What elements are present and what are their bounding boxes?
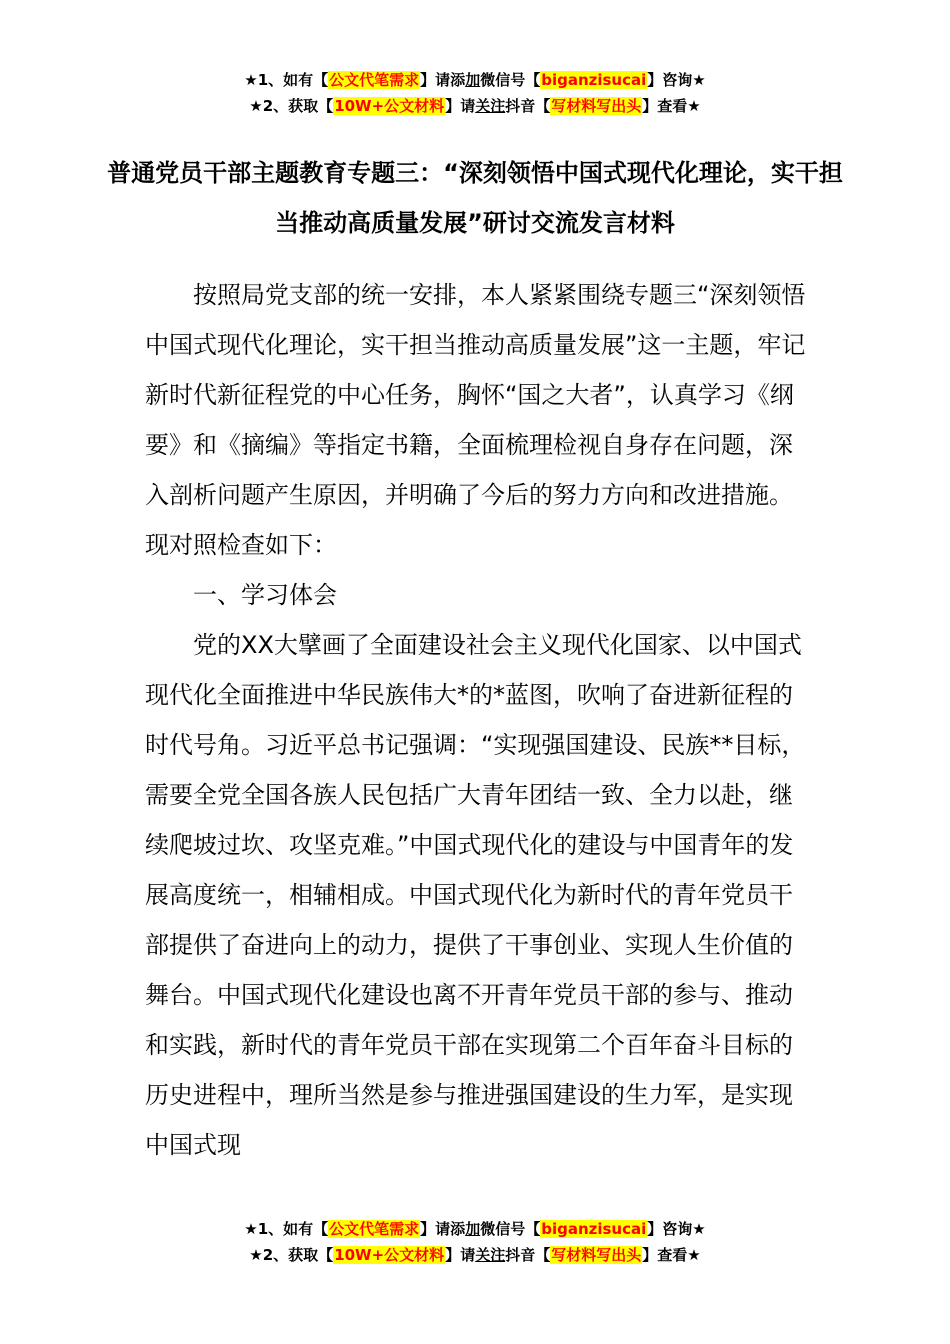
highlight-wechat-id: biganzisucai	[541, 71, 647, 89]
banner-text: 】请添	[420, 71, 466, 89]
header-banner	[0, 67, 950, 119]
banner-text: 】查看★	[642, 1246, 701, 1264]
highlight-douyin-account: 写材料写出头	[551, 1246, 642, 1264]
highlight-service: 公文代笔需求	[329, 1220, 420, 1238]
banner-text: 微信号【	[480, 1220, 541, 1238]
highlight-materials: 10W+公文材料	[334, 97, 445, 115]
footer-banner	[0, 1216, 950, 1268]
intro-paragraph: 按照局党支部的统一安排，本人紧紧围绕专题三“深刻领悟中国式现代化理论，实干担当推动高质量发展”这一主题，牢记新时代新征程党的中心任务，胸怀“国之大者”，认真学习《纲要》和《摘编》等指定书籍，全面梳理检视自身存在问题，深入剖析问题产生原因，并明确了今后的努力方向和改进措施。现对照检查如下：	[145, 281, 806, 559]
banner-text: ★1、如有【	[244, 71, 329, 89]
banner-text: 】请添	[420, 1220, 466, 1238]
banner-text: 】咨询★	[647, 71, 706, 89]
header-banner-line-1	[0, 67, 950, 93]
document-body	[145, 270, 810, 1170]
banner-text: 】请	[445, 1246, 476, 1264]
highlight-wechat-id: biganzisucai	[541, 1220, 647, 1238]
banner-text: 抖音【	[505, 97, 551, 115]
footer-banner-line-1	[0, 1216, 950, 1242]
header-banner-line-2	[0, 93, 950, 119]
banner-text: ★2、获取【	[249, 1246, 334, 1264]
banner-underlined-text: 加	[465, 71, 481, 89]
banner-text: 抖音【	[505, 1246, 551, 1264]
banner-underlined-text: 关注	[475, 1246, 506, 1264]
banner-underlined-text: 关注	[475, 97, 506, 115]
banner-text: ★1、如有【	[244, 1220, 329, 1238]
banner-text: 】咨询★	[647, 1220, 706, 1238]
highlight-service: 公文代笔需求	[329, 71, 420, 89]
document-title: 普通党员干部主题教育专题三：“深刻领悟中国式现代化理论，实干担当推动高质量发展”研讨交流发言材料	[107, 159, 843, 237]
banner-text: ★2、获取【	[249, 97, 334, 115]
highlight-materials: 10W+公文材料	[334, 1246, 445, 1264]
body-paragraph: 党的XX大擘画了全面建设社会主义现代化国家、以中国式现代化全面推进中华民族伟大*的*蓝图，吹响了奋进新征程的时代号角。习近平总书记强调：“实现强国建设、民族**目标，需要全党全国各族人民包括广大青年团结一致、全力以赴，继续爬坡过坎、攻坚克难。”中国式现代化的建设与中国青年的发展高度统一，相辅相成。中国式现代化为新时代的青年党员干部提供了奋进向上的动力，提供了干事创业、实现人生价值的舞台。中国式现代化建设也离不开青年党员干部的参与、推动和实践，新时代的青年党员干部在实现第二个百年奋斗目标的历史进程中，理所当然是参与推进强国建设的生力军，是实现中国式现	[145, 631, 806, 1159]
banner-text: 】查看★	[642, 97, 701, 115]
footer-banner-line-2	[0, 1242, 950, 1268]
banner-underlined-text: 加	[465, 1220, 481, 1238]
banner-text: 微信号【	[480, 71, 541, 89]
banner-text: 】请	[445, 97, 476, 115]
section-heading: 一、学习体会	[193, 581, 337, 609]
highlight-douyin-account: 写材料写出头	[551, 97, 642, 115]
